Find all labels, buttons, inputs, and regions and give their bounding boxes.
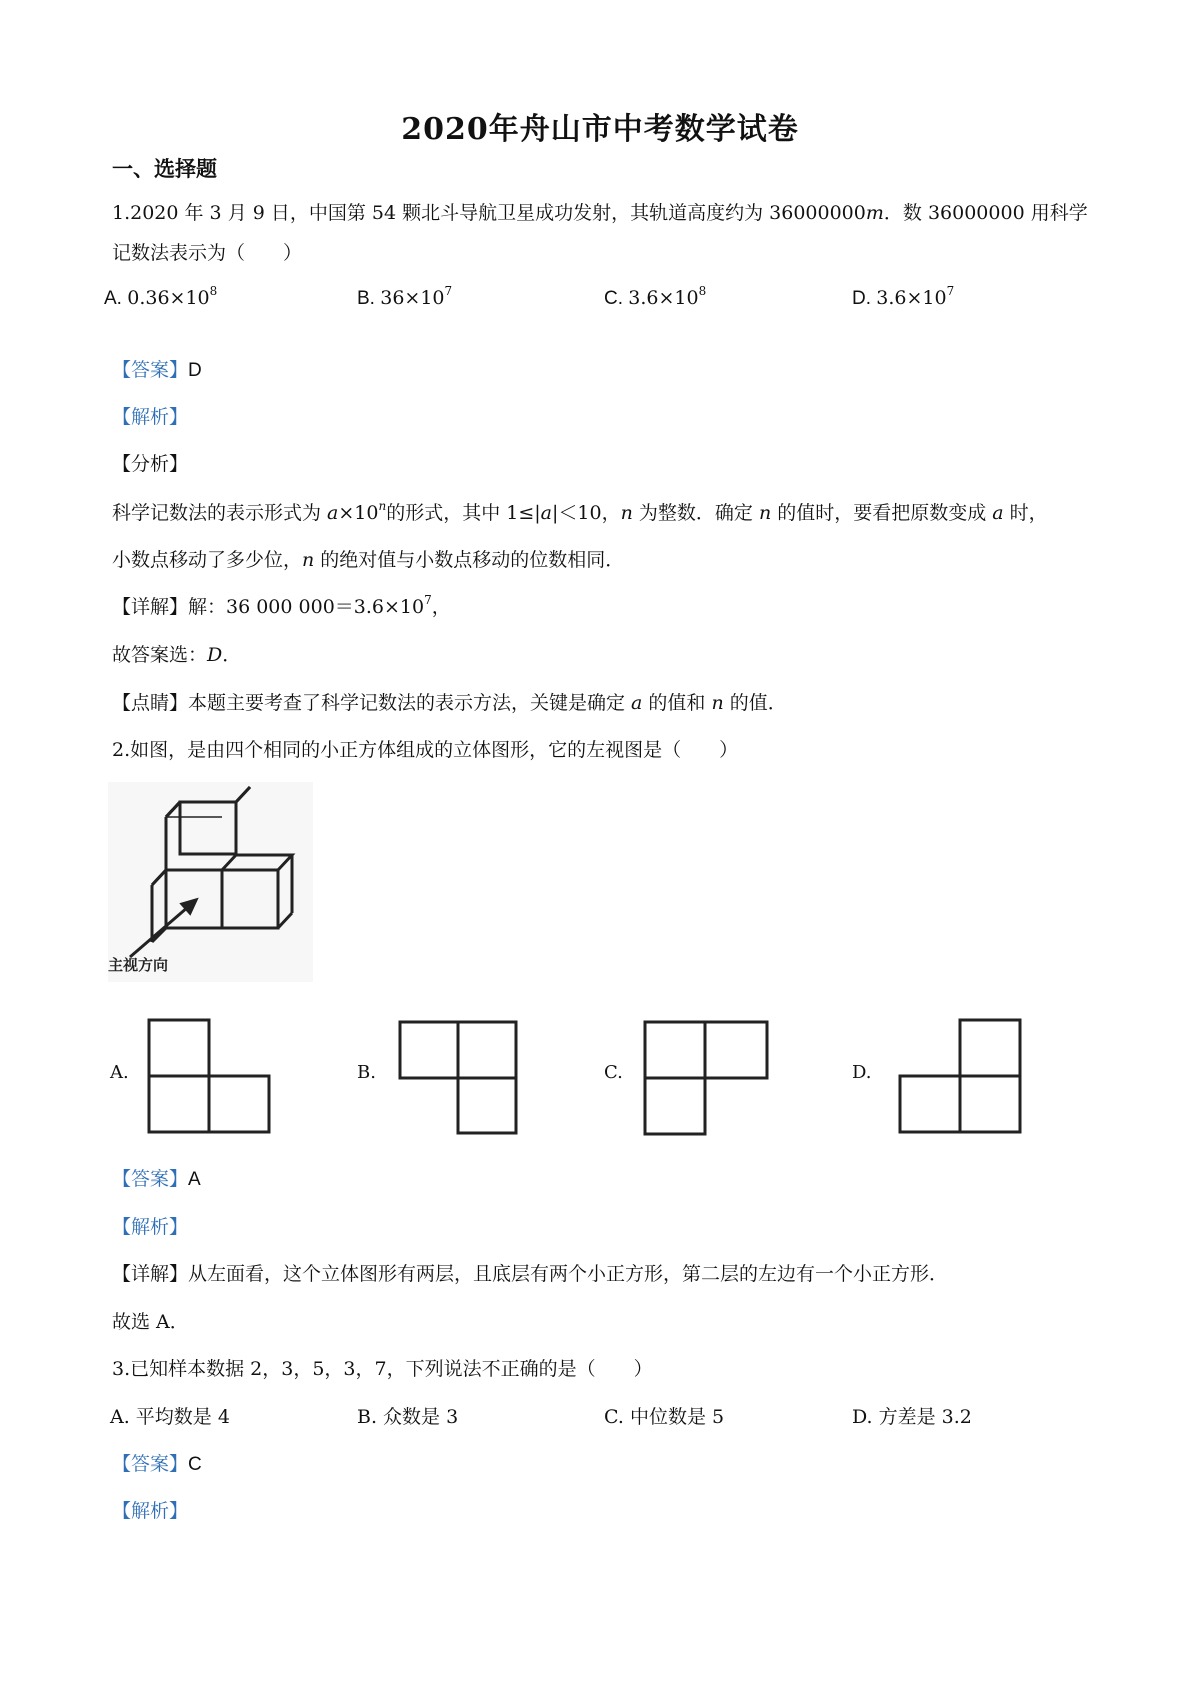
- q3-option-b: B. 众数是 3: [357, 1406, 459, 1428]
- option-base: 36×10: [380, 287, 445, 309]
- answer-value: D: [188, 360, 202, 381]
- answer-value: A: [188, 1169, 201, 1190]
- q2-option-a-label: A.: [110, 1062, 129, 1083]
- q2-option-d-figure: [898, 1018, 1026, 1136]
- option-exp: 8: [209, 284, 218, 298]
- option-base: 0.36×10: [127, 287, 210, 309]
- q1-fenxi-line2: [112, 547, 624, 573]
- var-n: n: [758, 502, 772, 524]
- text: 为整数．确定: [632, 502, 759, 524]
- answer-value: C: [188, 1454, 202, 1475]
- page-title: 2020年舟山市中考数学试卷: [401, 112, 799, 147]
- var-a: a: [327, 502, 339, 524]
- figure-caption: 主视方向: [108, 956, 169, 974]
- q1-answer: [112, 357, 202, 384]
- q1-guxuan: [112, 642, 241, 668]
- q3-option-d: D. 方差是 3.2: [852, 1406, 972, 1428]
- q2-option-b-label: B.: [357, 1062, 376, 1083]
- text: 科学记数法的表示形式为: [112, 502, 328, 524]
- q3-analysis-tag: 【解析】: [112, 1500, 189, 1522]
- q1-stem-line2: 记数法表示为（ ）: [112, 242, 303, 264]
- var-n: n: [620, 502, 633, 524]
- var-a: a: [540, 502, 552, 524]
- text: 【点睛】本题主要考查了科学记数法的表示方法，关键是确定: [112, 692, 632, 714]
- q2-option-c-label: C.: [604, 1062, 623, 1083]
- q2-guxuan: 故选 A．: [112, 1311, 189, 1333]
- q1-analysis-tag: 【解析】: [112, 406, 189, 428]
- q1-stem-end: ．数 36000000 用科学: [883, 202, 1088, 224]
- q2-option-b-figure: [398, 1020, 523, 1135]
- q2-option-c-figure: [643, 1020, 771, 1136]
- option-prefix: A.: [104, 288, 128, 309]
- option-exp: 8: [698, 284, 707, 298]
- text: 【详解】解：36 000 000＝3.6×10: [112, 596, 425, 618]
- q1-fenxi-tag: 【分析】: [112, 453, 189, 475]
- q1-dianjing: [112, 690, 787, 716]
- answer-tag: 【答案】: [112, 1453, 189, 1475]
- text: 小数点移动了多少位，: [112, 549, 303, 571]
- answer-tag: 【答案】: [112, 1168, 189, 1190]
- answer-letter: D: [207, 644, 223, 666]
- option-exp: 7: [946, 284, 955, 298]
- text: 的绝对值与小数点移动的位数相同．: [314, 549, 625, 571]
- text: 故答案选：: [112, 644, 208, 666]
- exp-n: n: [378, 499, 387, 513]
- q1-option-b: [357, 285, 452, 312]
- q1-stem-text: 1.2020 年 3 月 9 日，中国第 54 颗北斗导航卫星成功发射，其轨道高度约为 36000000: [112, 202, 866, 224]
- section-heading: 一、选择题: [112, 156, 217, 181]
- text: ×10: [338, 502, 379, 524]
- var-a: a: [992, 502, 1004, 524]
- text: 的值．: [723, 692, 787, 714]
- q1-unit: m: [865, 202, 884, 224]
- q2-option-d-label: D.: [852, 1062, 872, 1083]
- q1-option-a: [104, 285, 217, 312]
- q1-option-d: [852, 285, 954, 312]
- q1-stem-line1: [112, 200, 1088, 226]
- text: |＜10，: [552, 502, 621, 524]
- var-n: n: [711, 692, 724, 714]
- text: 的值时，要看把原数变成: [771, 502, 993, 524]
- option-base: 3.6×10: [628, 287, 699, 309]
- q2-analysis-tag: 【解析】: [112, 1216, 189, 1238]
- q1-option-c: [604, 285, 706, 312]
- text: 的形式，其中 1≤|: [386, 502, 541, 524]
- cubes-figure: [108, 782, 313, 982]
- q1-fenxi-line1: [112, 500, 1048, 526]
- text: ，: [431, 596, 451, 618]
- exp: 7: [424, 593, 432, 607]
- q3-stem: 3.已知样本数据 2，3，5，3，7，下列说法不正确的是（ ）: [112, 1358, 653, 1380]
- q3-answer: [112, 1451, 202, 1478]
- q2-stem: 2.如图，是由四个相同的小正方体组成的立体图形，它的左视图是（ ）: [112, 739, 739, 761]
- option-base: 3.6×10: [876, 287, 947, 309]
- var-n: n: [302, 549, 315, 571]
- q2-answer: [112, 1166, 201, 1193]
- option-exp: 7: [444, 284, 453, 298]
- q3-option-c: C. 中位数是 5: [604, 1406, 725, 1428]
- text: 时，: [1003, 502, 1048, 524]
- option-prefix: D.: [852, 288, 877, 309]
- q2-option-a-figure: [147, 1018, 272, 1134]
- q2-xiangjie: 【详解】从左面看，这个立体图形有两层，且底层有两个小正方形，第二层的左边有一个小正方形．: [112, 1263, 949, 1285]
- option-prefix: B.: [357, 288, 381, 309]
- q1-xiangjie: [112, 594, 451, 620]
- cubes-drawing: [108, 782, 313, 982]
- q3-option-a: A. 平均数是 4: [110, 1406, 230, 1428]
- text: 的值和: [642, 692, 712, 714]
- answer-tag: 【答案】: [112, 359, 189, 381]
- text: ．: [222, 644, 242, 666]
- option-prefix: C.: [604, 288, 629, 309]
- var-a: a: [631, 692, 643, 714]
